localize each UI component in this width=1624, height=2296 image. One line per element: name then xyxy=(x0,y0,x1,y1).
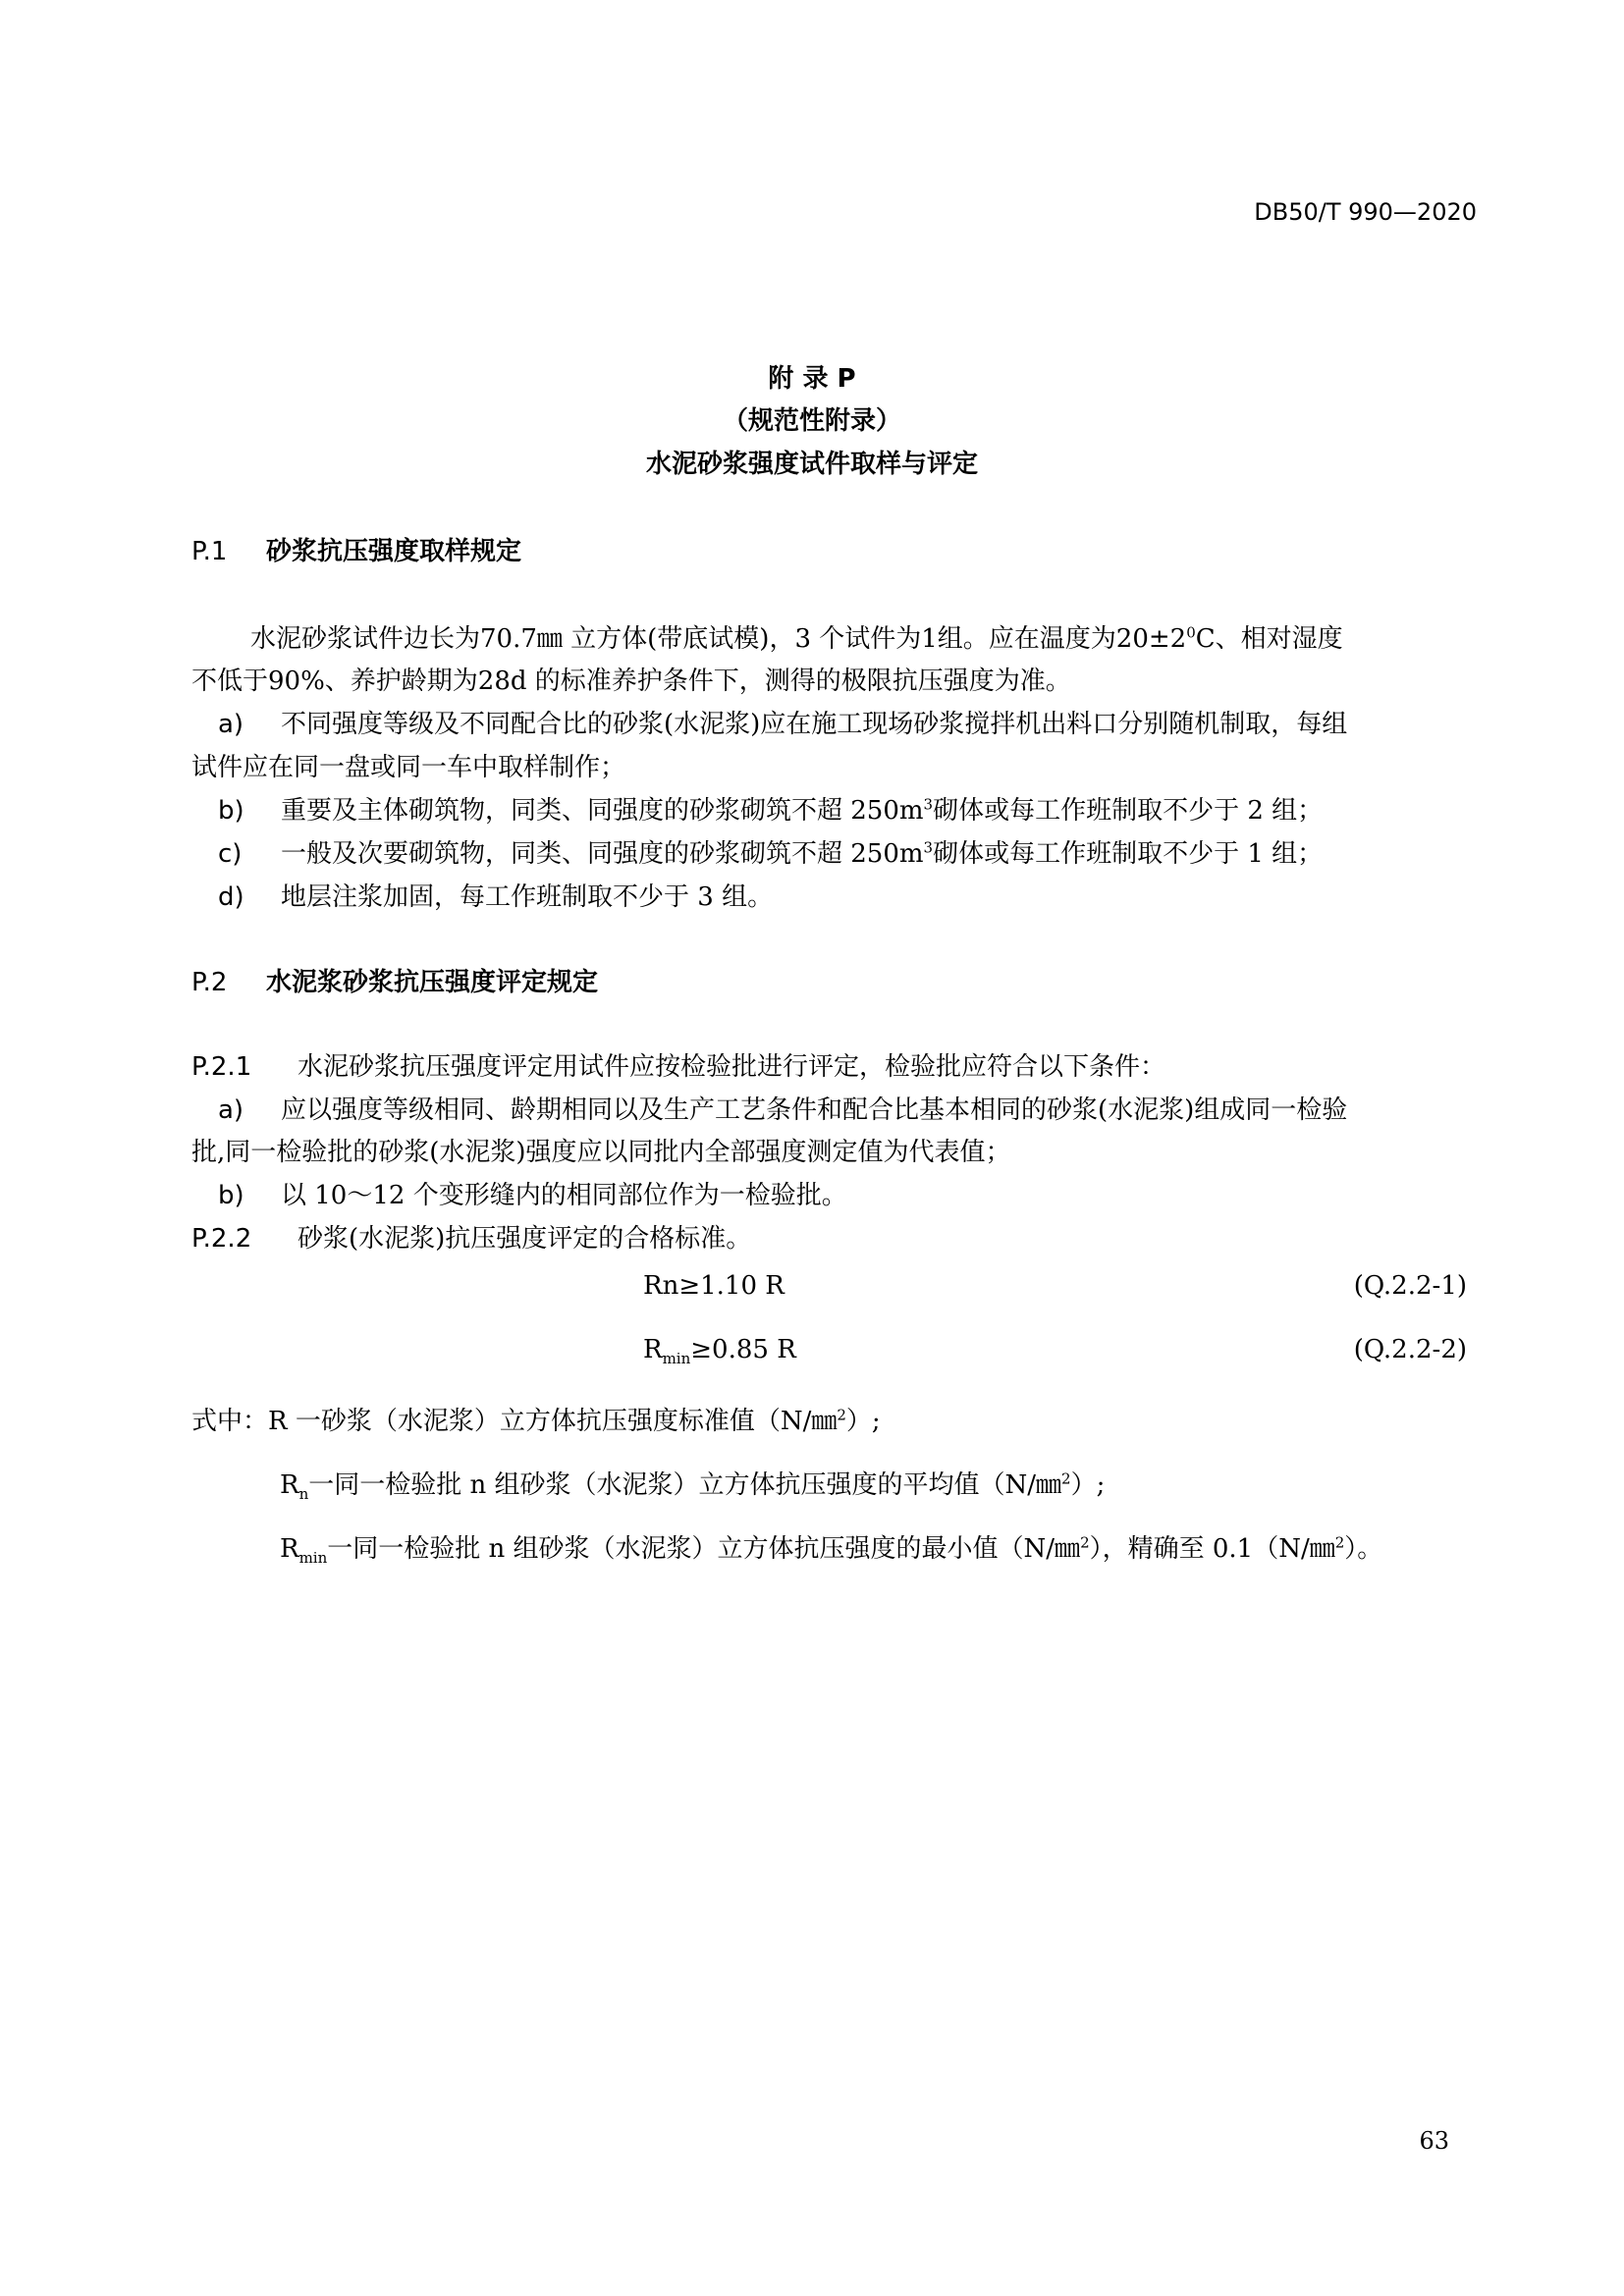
section-p2-heading xyxy=(191,962,598,998)
list-item: b) 以 10～12 个变形缝内的相同部位作为一检验批。 xyxy=(218,1181,847,1210)
clause-p2-1: P.2.1 水泥砂浆抗压强度评定用试件应按检验批进行评定，检验批应符合以下条件： xyxy=(191,1052,1166,1082)
section-p1-heading xyxy=(191,531,521,567)
p1-paragraph-line1: 水泥砂浆试件边长为70.7㎜ 立方体(带底试模)，3 个试件为1组。应在温度为$20\pm 2^0C$、相对湿度 xyxy=(250,623,1343,654)
where-line-3: $R_{min}$一同一检验批 n 组砂浆（水泥浆）立方体抗压强度的最小值（N/㎜$^2$），精确至 0.1（N/㎜$^2$）。 xyxy=(280,1533,1383,1568)
equation-1-number: (Q.2.2-1) xyxy=(1353,1271,1467,1301)
equation-2: $R_{min}\ge 0.85$ R xyxy=(643,1335,796,1368)
where-line-2: $R_n$一同一检验批 n 组砂浆（水泥浆）立方体抗压强度的平均值（N/㎜$^2$）; xyxy=(280,1469,1106,1504)
list-item: b) 重要及主体砌筑物，同类、同强度的砂浆砌筑不超 $250m^3$砌体或每工作班制取不少于 2 组； xyxy=(218,795,1324,826)
list-item-continuation: 试件应在同一盘或同一车中取样制作； xyxy=(191,753,626,782)
equation-1: Rn≥1.10 R xyxy=(643,1271,785,1301)
section-number: P.2 xyxy=(191,968,228,997)
appendix-label: 附 录 P xyxy=(768,364,856,394)
p1-paragraph-line2: 不低于90%、养护龄期为28d 的标准养护条件下，测得的极限抗压强度为准。 xyxy=(191,667,1071,696)
section-title: 砂浆抗压强度取样规定 xyxy=(266,537,522,566)
page-number: 63 xyxy=(1419,2127,1449,2155)
standard-code: DB50/T 990—2020 xyxy=(1254,198,1477,226)
list-item: a) 应以强度等级相同、龄期相同以及生产工艺条件和配合比基本相同的砂浆(水泥浆)组成同一检验 xyxy=(218,1095,1348,1125)
list-item-continuation: 批,同一检验批的砂浆(水泥浆)强度应以同批内全部强度测定值为代表值； xyxy=(191,1138,1011,1167)
clause-p2-2: P.2.2 砂浆(水泥浆)抗压强度评定的合格标准。 xyxy=(191,1224,752,1254)
section-number: P.1 xyxy=(191,537,228,566)
list-item: d) 地层注浆加固，每工作班制取不少于 3 组。 xyxy=(218,882,774,912)
list-item: c) 一般及次要砌筑物，同类、同强度的砂浆砌筑不超 $250m^3$砌体或每工作班制取不少于 1 组； xyxy=(218,838,1324,869)
list-item: a) 不同强度等级及不同配合比的砂浆(水泥浆)应在施工现场砂浆搅拌机出料口分别随机制取，每组 xyxy=(218,710,1348,739)
section-title: 水泥浆砂浆抗压强度评定规定 xyxy=(266,968,599,997)
where-line-1: 式中：R 一砂浆（水泥浆）立方体抗压强度标准值（N/㎜$^2$）; xyxy=(191,1406,881,1436)
appendix-type: （规范性附录） xyxy=(722,406,901,436)
appendix-title: 水泥砂浆强度试件取样与评定 xyxy=(645,450,978,479)
equation-2-number: (Q.2.2-2) xyxy=(1353,1335,1467,1364)
